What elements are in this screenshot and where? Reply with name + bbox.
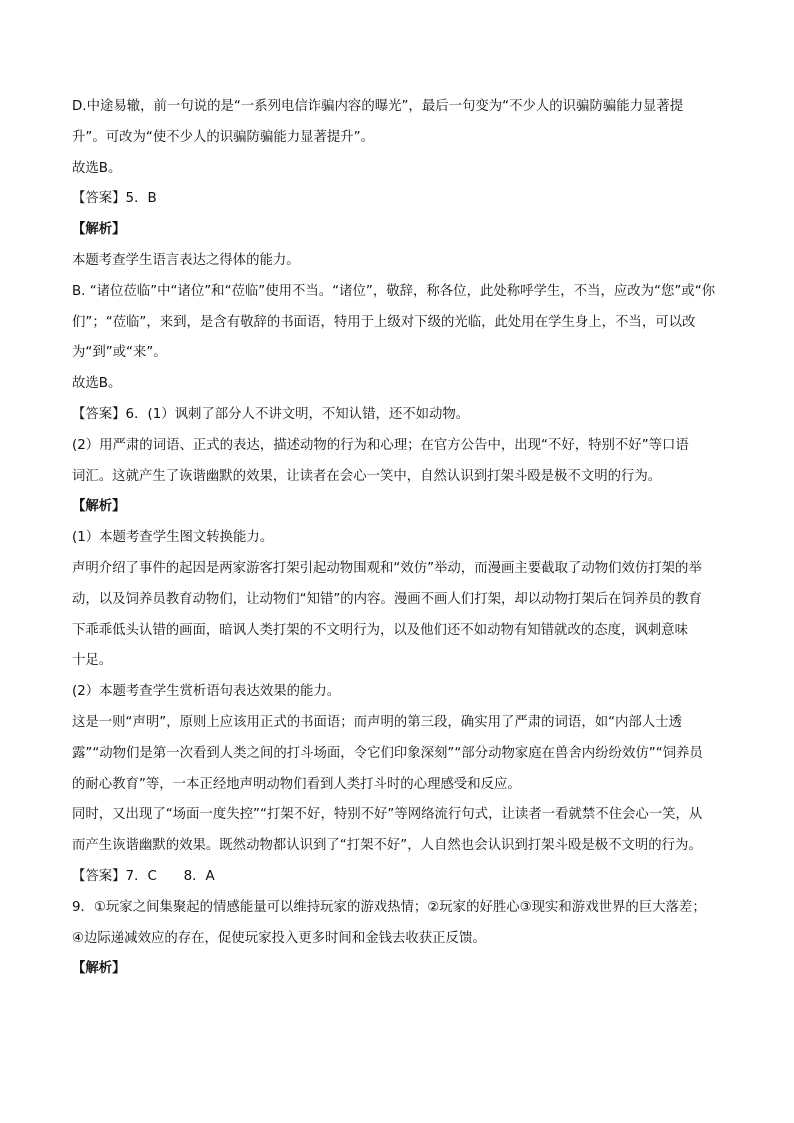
text-line: 这是一则“声明”，原则上应该用正式的书面语；而声明的第三段，确实用了严肃的词语，如“内部人士透	[72, 714, 682, 730]
analysis-heading: 【解析】	[72, 499, 126, 515]
text-line: D.中途易辙，前一句说的是“一系列电信诈骗内容的曝光”，最后一句变为“不少人的识骗防骗能力显著提	[72, 99, 684, 114]
text-line: 9．①玩家之间集聚起的情感能量可以维持玩家的游戏热情；②玩家的好胜心③现实和游戏世界的巨大落差；	[72, 899, 706, 915]
document-body	[72, 92, 724, 985]
text-line: (1）本题考查学生图文转换能力。	[72, 530, 274, 546]
text-line: 下乖乖低头认错的画面，暗讽人类打架的不文明行为，以及他们还不如动物有知错就改的态度，讽刺意味	[72, 622, 688, 638]
text-line: (2）用严肃的词语、正式的表达，描述动物的行为和心理；在官方公告中，出现“不好，特别不好”等口语	[72, 437, 689, 453]
text-line: 词汇。这就产生了诙谐幽默的效果，让读者在会心一笑中，自然认识到打架斗殴是极不文明的行为。	[72, 468, 662, 484]
text-line: 而产生诙谐幽默的效果。既然动物都认识到了“打架不好”，人自然也会认识到打架斗殴是极不文明的行为。	[72, 838, 702, 854]
analysis-heading: 【解析】	[72, 222, 126, 238]
text-line: 为“到”或“来”。	[72, 345, 167, 361]
text-line: 本题考查学生语言表达之得体的能力。	[72, 252, 300, 268]
text-line: 故选B。	[72, 160, 122, 176]
text-line: (2）本题考查学生赏析语句表达效果的能力。	[72, 684, 341, 700]
analysis-heading: 【解析】	[72, 961, 126, 977]
text-line: 故选B。	[72, 376, 122, 392]
text-line: B. “诸位莅临”中“诸位”和“莅临”使用不当。“诸位”，敬辞，称各位，此处称呼学生，不当，应改为“您”或“你	[72, 283, 716, 299]
text-line: 声明介绍了事件的起因是两家游客打架引起动物围观和“效仿”举动，而漫画主要截取了动物们效仿打架的举	[72, 560, 702, 576]
text-line: 动，以及饲养员教育动物们，让动物们“知错”的内容。漫画不画人们打架，却以动物打架后在饲养员的教育	[72, 591, 702, 607]
text-line: 升”。可改为“使不少人的识骗防骗能力显著提升”。	[72, 129, 375, 145]
text-line: 的耐心教育”等，一本正经地声明动物们看到人类打斗时的心理感受和反应。	[72, 776, 521, 792]
answer-heading: 【答案】7．C 8．A	[72, 868, 215, 884]
text-line: ④边际递减效应的存在，促使玩家投入更多时间和金钱去收获正反馈。	[72, 930, 486, 946]
text-line: 露”“动物们是第一次看到人类之间的打斗场面，令它们印象深刻”“部分动物家庭在兽舍内纷纷效仿”“饲养员	[72, 745, 703, 761]
answer-heading: 【答案】6．(1）讽刺了部分人不讲文明，不知认错，还不如动物。	[72, 406, 470, 422]
text-line: 十足。	[72, 653, 113, 669]
text-line: 同时，又出现了“场面一度失控”“打架不好，特别不好”等网络流行句式，让读者一看就禁不住会心一笑，从	[72, 807, 703, 823]
answer-heading: 【答案】5．B	[72, 191, 157, 207]
text-line: 们”；“莅临”，来到，是含有敬辞的书面语，特用于上级对下级的光临，此处用在学生身上，不当，可以改	[72, 314, 696, 330]
